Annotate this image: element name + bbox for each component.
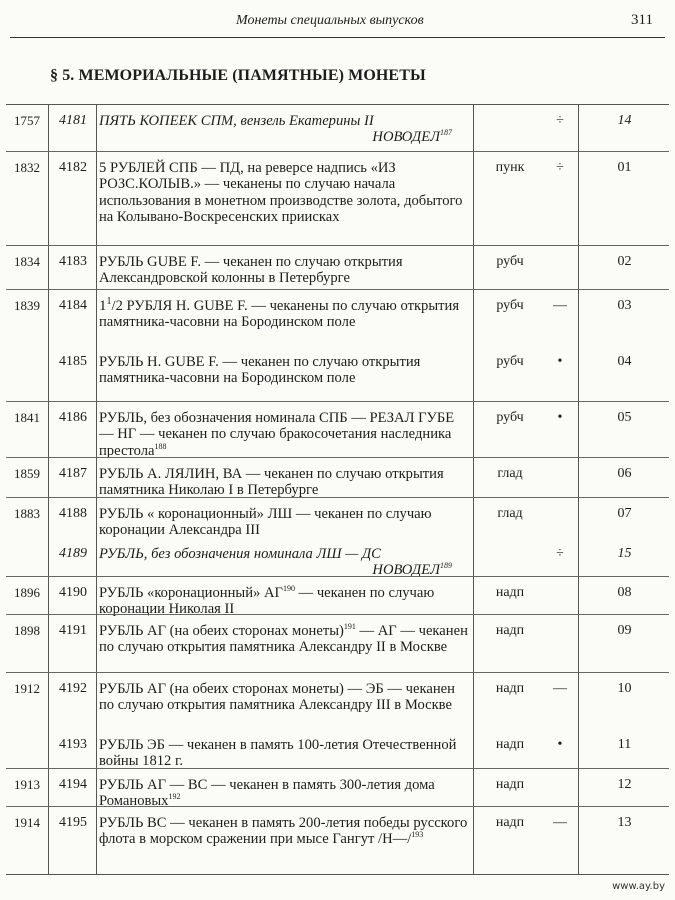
catalog-number: 4184 xyxy=(59,298,87,313)
table-row xyxy=(6,729,669,769)
description-text: РУБЛЬ ВС — чеканен в память 200-летия победы русского флота в морском сражении при мысе Гангут /Н—/ xyxy=(99,815,468,848)
mark-cell: ÷ xyxy=(556,160,564,175)
footnote-ref: 189 xyxy=(440,561,452,571)
year-cell: 1841 xyxy=(14,410,40,425)
year-cell: 1912 xyxy=(14,681,40,696)
mark-cell: • xyxy=(557,410,563,425)
watermark: www.ay.by xyxy=(612,881,665,892)
description-text: ПЯТЬ КОПЕЕК СПМ, вензель Екатерины II xyxy=(99,113,374,129)
description-cell: РУБЛЬ Н. GUBE F. — чеканен по случаю открытия памятника-часовни на Бородинском поле xyxy=(99,354,421,387)
mark-cell: • xyxy=(557,737,563,752)
table-row xyxy=(6,615,669,673)
mark-cell: ÷ xyxy=(556,546,564,561)
code-cell: 01 xyxy=(617,160,632,175)
edge-cell: рубч xyxy=(496,298,524,313)
year-cell: 1832 xyxy=(14,160,40,175)
code-cell: 10 xyxy=(617,681,632,696)
novodel-label xyxy=(99,129,472,145)
edge-cell: надп xyxy=(495,585,525,600)
catalog-number: 4195 xyxy=(59,815,87,830)
table-row xyxy=(6,346,669,402)
code-cell: 11 xyxy=(617,737,632,752)
catalog-number: 4191 xyxy=(59,623,87,638)
year-cell: 1913 xyxy=(14,777,40,792)
edge-cell: рубч xyxy=(496,354,524,369)
year-cell: 1896 xyxy=(14,585,40,600)
description-cell: РУБЛЬ « коронационный» ЛШ — чеканен по случаю коронации Александра III xyxy=(99,506,432,539)
catalog-number: 4181 xyxy=(59,113,87,128)
description-cell: 5 РУБЛЕЙ СПБ — ПД, на реверсе надпись «ИЗ РОЗС.КОЛЫВ.» — чеканены по случаю начала использования в монетном производстве золота, добытого на Колывано-Воскресенских приисках xyxy=(99,160,463,226)
description-text: РУБЛЬ «коронационный» АГ xyxy=(99,585,283,601)
footnote-ref: 190 xyxy=(282,584,295,594)
page-header xyxy=(10,10,665,36)
year-cell: 1914 xyxy=(14,815,40,830)
footnote-ref: 193 xyxy=(411,830,424,840)
catalog-number: 4193 xyxy=(59,737,87,752)
code-cell: 02 xyxy=(617,254,632,269)
description-cell: $1^1/2$ РУБЛЯ Н. GUBE F. — чеканены по случаю открытия памятника-часовни на Бородинском поле xyxy=(99,296,460,331)
fraction-numerator: 1 xyxy=(106,296,112,308)
table-row xyxy=(6,246,669,290)
description-text: РУБЛЬ, без обозначения номинала СПБ — РЕЗАЛ ГУБЕ — НГ — чеканен по случаю бракосочетания наследника престола xyxy=(99,410,455,459)
description-text: РУБЛЬ АГ (на обеих сторонах монеты) xyxy=(99,623,344,639)
table-row xyxy=(6,498,669,538)
running-title: Монеты специальных выпусков xyxy=(236,13,424,28)
code-cell: 07 xyxy=(617,506,632,521)
table-row xyxy=(6,673,669,729)
catalog-number: 4185 xyxy=(59,354,87,369)
catalog-number: 4189 xyxy=(59,546,87,561)
code-cell: 09 xyxy=(617,623,632,638)
catalog-number: 4186 xyxy=(59,410,87,425)
footnote-ref: 191 xyxy=(343,622,356,632)
mark-cell: — xyxy=(553,815,567,830)
catalog-number: 4188 xyxy=(59,506,87,521)
description-text-cont: — чеканен по случаю коронации Николая II xyxy=(99,585,435,618)
description-cell xyxy=(99,113,472,146)
catalog-number: 4190 xyxy=(59,585,87,600)
edge-cell: глад xyxy=(497,466,523,481)
code-cell: 14 xyxy=(617,113,632,128)
table-row xyxy=(6,538,669,577)
description-cell xyxy=(99,777,472,810)
year-cell: 1839 xyxy=(14,298,40,313)
edge-cell: надп xyxy=(495,681,525,696)
edge-cell: рубч xyxy=(496,254,524,269)
description-cell: РУБЛЬ GUBE F. — чеканен по случаю открытия Александровской колонны в Петербурге xyxy=(99,254,403,287)
table-row xyxy=(6,807,669,874)
year-cell: 1859 xyxy=(14,466,40,481)
table-row xyxy=(6,769,669,810)
mark-cell: — xyxy=(553,298,567,313)
table-row xyxy=(6,290,669,346)
catalog-number: 4187 xyxy=(59,466,87,481)
edge-cell: рубч xyxy=(496,410,524,425)
code-cell: 08 xyxy=(617,585,632,600)
mark-cell: • xyxy=(557,354,563,369)
table-row xyxy=(6,152,669,246)
description-cell xyxy=(99,585,472,618)
novodel-text: НОВОДЕЛ xyxy=(372,562,440,579)
code-cell: 03 xyxy=(617,298,632,313)
description-cell xyxy=(99,546,472,579)
year-cell: 1898 xyxy=(14,623,40,638)
catalog-number: 4194 xyxy=(59,777,87,792)
code-cell: 15 xyxy=(617,546,632,561)
year-cell: 1834 xyxy=(14,254,40,269)
description-text-cont: — АГ — чеканен по случаю открытия памятника Александру II в Москве xyxy=(99,623,468,656)
footnote-ref: 188 xyxy=(154,441,167,451)
code-cell: 04 xyxy=(617,354,632,369)
code-cell: 06 xyxy=(617,466,632,481)
description-cell xyxy=(99,815,472,848)
mark-cell: ÷ xyxy=(556,113,564,128)
footnote-ref: 187 xyxy=(440,128,452,138)
year-cell: 1757 xyxy=(14,113,40,128)
description-text: РУБЛЯ Н. GUBE F. — чеканены по случаю открытия памятника-часовни на Бородинском поле xyxy=(99,298,460,331)
novodel-text: НОВОДЕЛ xyxy=(372,129,440,146)
table-row xyxy=(6,105,669,152)
edge-cell: надп xyxy=(495,777,525,792)
footnote-ref: 192 xyxy=(168,792,181,802)
catalog-number: 4183 xyxy=(59,254,87,269)
year-cell: 1883 xyxy=(14,506,40,521)
fraction-denominator: 2 xyxy=(115,298,123,314)
description-text: РУБЛЬ, без обозначения номинала ЛШ — ДС xyxy=(99,546,381,562)
code-cell: 12 xyxy=(617,777,632,792)
description-cell: РУБЛЬ АГ (на обеих сторонах монеты) — ЭБ — чеканен по случаю открытия памятника Александру III в Москве xyxy=(99,681,455,714)
section-title: § 5. МЕМОРИАЛЬНЫЕ (ПАМЯТНЫЕ) МОНЕТЫ xyxy=(50,67,426,84)
table-row xyxy=(6,402,669,458)
code-cell: 13 xyxy=(617,815,632,830)
catalog-number: 4182 xyxy=(59,160,87,175)
table-row xyxy=(6,577,669,618)
edge-cell: пунк xyxy=(495,160,525,175)
fraction-whole: 1 xyxy=(99,298,107,314)
description-cell: РУБЛЬ А. ЛЯЛИН, ВА — чеканен по случаю открытия памятника Николаю I в Петербурге xyxy=(99,466,444,499)
coin-table xyxy=(6,104,669,875)
edge-cell: надп xyxy=(495,737,525,752)
header-rule xyxy=(10,37,665,38)
edge-cell: надп xyxy=(495,623,525,638)
page-number: 311 xyxy=(631,12,653,28)
catalog-number: 4192 xyxy=(59,681,87,696)
description-cell xyxy=(99,410,472,459)
description-cell xyxy=(99,623,472,656)
edge-cell: глад xyxy=(497,506,523,521)
edge-cell: надп xyxy=(495,815,525,830)
mark-cell: — xyxy=(553,681,567,696)
table-row xyxy=(6,458,669,498)
code-cell: 05 xyxy=(617,410,632,425)
description-text: РУБЛЬ АГ — ВС — чеканен в память 300-летия дома Романовых xyxy=(99,777,435,810)
description-cell: РУБЛЬ ЭБ — чеканен в память 100-летия Отечественной войны 1812 г. xyxy=(99,737,457,770)
